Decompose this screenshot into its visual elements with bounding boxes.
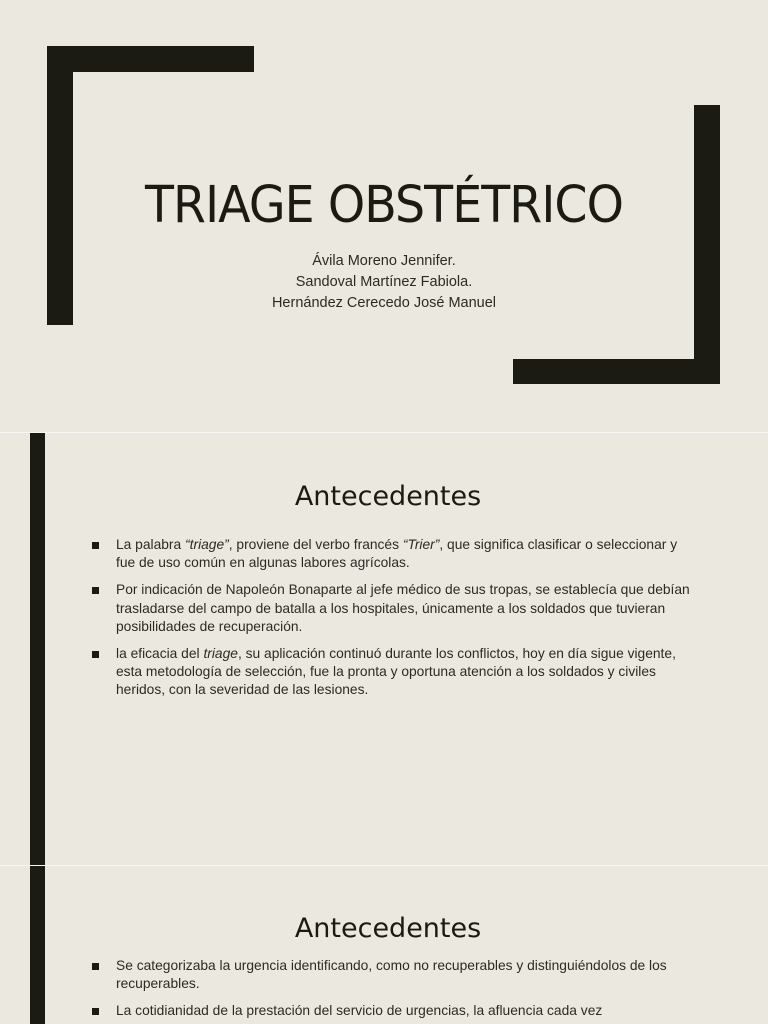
text-run: , su aplicación continuó durante los conflictos, hoy en día sigue vigente, esta metodología de selección, fue la pronta y oportuna atención a los soldados y civiles heridos, con la severidad de las lesiones. (116, 646, 676, 698)
bullet-list (92, 536, 692, 709)
bullet-list (92, 957, 692, 1024)
author-name: Hernández Cerecedo José Manuel (271, 295, 497, 311)
text-run: la eficacia del (116, 646, 204, 662)
author-name: Sandoval Martínez Fabiola. (295, 274, 473, 290)
text-run: , proviene del verbo francés (228, 537, 403, 552)
bullet-item (92, 536, 692, 572)
bullet-item (92, 581, 692, 636)
authors-list (0, 251, 768, 314)
slide-heading: Antecedentes (294, 481, 482, 512)
title-slide (0, 0, 768, 432)
square-bullet-icon (92, 542, 99, 549)
square-bullet-icon (92, 587, 99, 594)
text-run: La cotidianidad de la prestación del servicio de urgencias, la afluencia cada vez (116, 1003, 603, 1019)
square-bullet-icon (92, 963, 99, 970)
author-name: Ávila Moreno Jennifer. (312, 253, 456, 269)
italic-text-run: “triage” (185, 537, 229, 552)
slide-heading: Antecedentes (294, 913, 482, 944)
text-run: , que significa clasificar o seleccionar y fue de uso común en algunas labores agrícolas. (116, 537, 678, 571)
text-run: Se categorizaba la urgencia identificando, como no recuperables y distinguiéndolos de los recuperables. (116, 958, 667, 992)
presentation-title: TRIAGE OBSTÉTRICO (145, 176, 623, 235)
slide-accent-bar (30, 866, 45, 1024)
frame-bottom-right-horizontal-bar (513, 359, 720, 384)
italic-text-run: triage (203, 646, 238, 662)
italic-text-run: “Trier” (402, 537, 440, 552)
frame-bottom-right-vertical-bar (694, 105, 720, 384)
bullet-item (92, 1002, 692, 1020)
frame-top-left-horizontal-bar (47, 46, 254, 72)
text-run: Por indicación de Napoleón Bonaparte al jefe médico de sus tropas, se establecía que debían trasladarse del campo de batalla a los hospitales, únicamente a los soldados que tuvieran posibilidades de recuperación. (116, 582, 690, 634)
square-bullet-icon (92, 651, 99, 658)
content-slide-antecedentes-2 (0, 866, 768, 1024)
bullet-item (92, 645, 692, 700)
content-slide-antecedentes-1 (0, 433, 768, 865)
text-run: La palabra (116, 537, 186, 552)
bullet-item (92, 957, 692, 993)
square-bullet-icon (92, 1008, 99, 1015)
